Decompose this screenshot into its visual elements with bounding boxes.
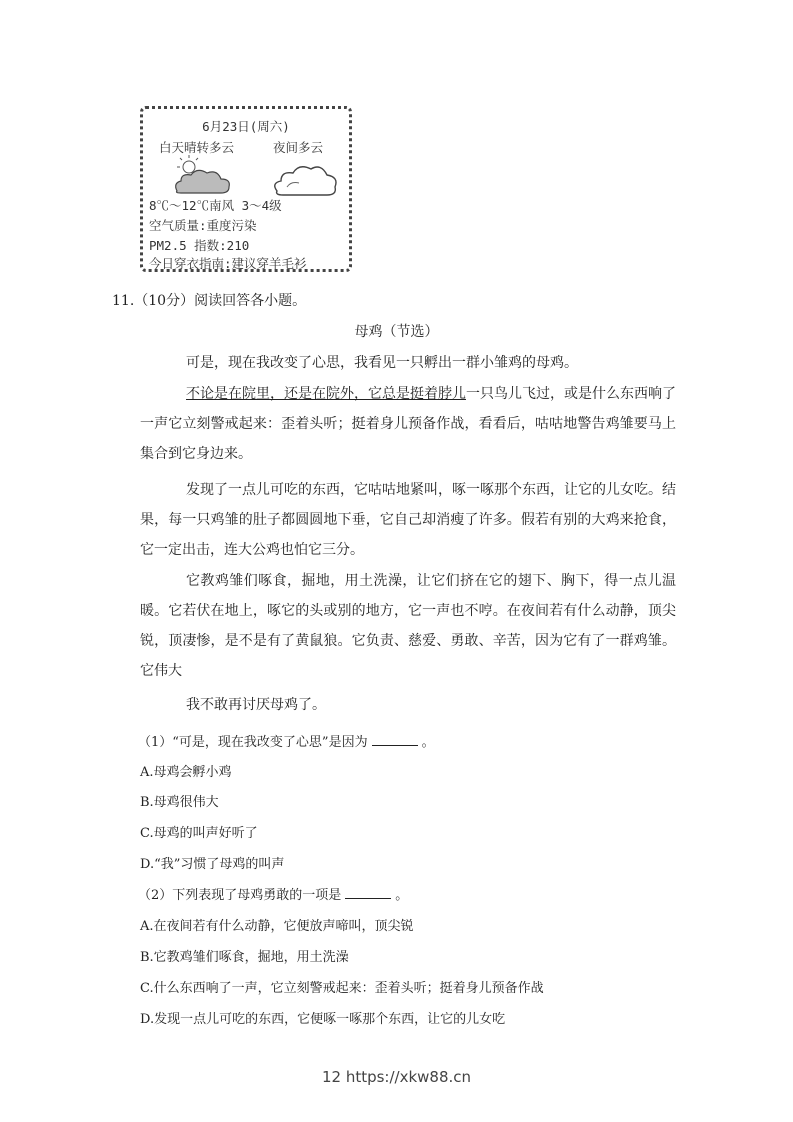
question-header: 11.（10分）阅读回答各小题。 bbox=[112, 293, 307, 309]
paragraph-2-rest: 一只鸟儿飞过，或是什么东西响了一声它立刻警戒起来：歪着头听；挺着身儿预备作战，看看后，咕咕地警告鸡雏要马上集合到它身边来。 bbox=[140, 386, 676, 462]
weather-day-label: 白天晴转多云 bbox=[159, 140, 235, 155]
sun-cloud-icon bbox=[171, 153, 235, 195]
weather-night-label: 夜间多云 bbox=[273, 140, 324, 155]
passage-paragraph-2 bbox=[140, 379, 676, 469]
option-2a[interactable]: A.在夜间若有什么动静，它便放声啼叫，顶尖锐 bbox=[140, 919, 414, 934]
option-2c[interactable]: C.什么东西响了一声，它立刻警戒起来：歪着头听；挺着身儿预备作战 bbox=[140, 981, 544, 996]
option-1b[interactable]: B.母鸡很伟大 bbox=[140, 795, 219, 810]
underlined-sentence: 不论是在院里，还是在院外，它总是挺着脖儿 bbox=[186, 386, 466, 402]
option-1c[interactable]: C.母鸡的叫声好听了 bbox=[140, 826, 258, 841]
passage-paragraph-3: 发现了一点儿可吃的东西，它咕咕地紧叫，啄一啄那个东西，让它的儿女吃。结果，每一只鸡雏的肚子都圆圆地下垂，它自己却消瘦了许多。假若有别的大鸡来抢食，它一定出击，连大公鸡也怕它三分。 bbox=[140, 482, 676, 558]
passage-paragraph-4: 它教鸡雏们啄食，掘地，用土洗澡，让它们挤在它的翅下、胸下，得一点儿温暖。它若伏在地上，啄它的头或别的地方，它一声也不哼。在夜间若有什么动静，顶尖锐，顶凄惨，是不是有了黄鼠狼。它负责、慈爱、勇敢、辛苦，因为它有了一群鸡雏。它伟大 bbox=[140, 573, 676, 679]
passage-paragraph-5: 我不敢再讨厌母鸡了。 bbox=[186, 697, 326, 713]
sub-question-2-prompt: （2）下列表现了母鸡勇敢的一项是 bbox=[138, 888, 342, 903]
sub-question-2 bbox=[138, 884, 408, 903]
option-2b[interactable]: B.它教鸡雏们啄食，掘地，用土洗澡 bbox=[140, 950, 349, 965]
weather-card bbox=[140, 106, 352, 272]
weather-pm25: PM2.5 指数:210 bbox=[149, 238, 250, 253]
sub-question-2-end: 。 bbox=[395, 888, 409, 903]
sub-question-1-prompt: （1）“可是，现在我改变了心思”是因为 bbox=[138, 735, 368, 750]
page-footer: 12 https://xkw88.cn bbox=[321, 1068, 472, 1086]
sub-question-1 bbox=[138, 731, 435, 750]
answer-blank-1[interactable] bbox=[372, 733, 418, 746]
passage-title: 母鸡（节选） bbox=[354, 324, 439, 340]
option-2d[interactable]: D.发现一点儿可吃的东西，它便啄一啄那个东西，让它的儿女吃 bbox=[140, 1012, 506, 1027]
weather-temperature-wind: 8℃～12℃南风 3～4级 bbox=[149, 198, 282, 213]
answer-blank-2[interactable] bbox=[345, 886, 391, 899]
weather-clothing: 今日穿衣指南:建议穿羊毛衫 bbox=[149, 256, 307, 271]
passage-paragraph-1: 可是，现在我改变了心思，我看见一只孵出一群小雏鸡的母鸡。 bbox=[186, 355, 578, 371]
sub-question-1-end: 。 bbox=[421, 735, 435, 750]
cloud-icon bbox=[271, 155, 341, 197]
weather-date: 6月23日(周六) bbox=[202, 119, 290, 134]
weather-air-quality: 空气质量:重度污染 bbox=[149, 218, 257, 233]
option-1d[interactable]: D.“我”习惯了母鸡的叫声 bbox=[140, 857, 285, 872]
option-1a[interactable]: A.母鸡会孵小鸡 bbox=[140, 765, 232, 780]
